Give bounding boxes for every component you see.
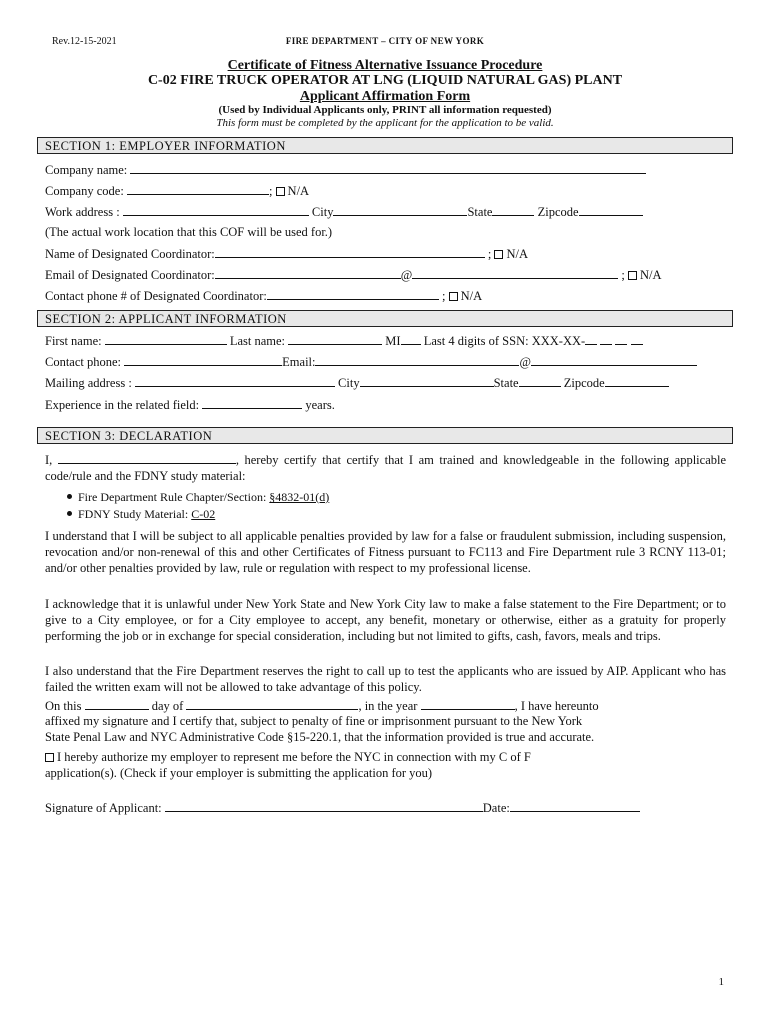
- year-field[interactable]: [421, 698, 515, 710]
- certify-text: , hereby certify that certify that I am trained and knowledgeable in the following applicable code/rule and the FDNY study material:: [45, 453, 727, 483]
- company-code-field[interactable]: [127, 183, 269, 195]
- coordinator-phone-field[interactable]: [267, 288, 439, 300]
- month-field[interactable]: [186, 698, 358, 710]
- ssn-label: Last 4 digits of SSN: XXX-XX-: [423, 334, 586, 348]
- mailing-city-field[interactable]: [360, 375, 494, 387]
- years-label: years.: [305, 398, 335, 412]
- coordinator-email-user-field[interactable]: [215, 267, 401, 279]
- bullet-icon: [67, 511, 72, 516]
- study-material-link[interactable]: C-02: [191, 507, 216, 521]
- mailing-address-label: Mailing address :: [45, 376, 132, 390]
- contact-phone-label: Contact phone:: [45, 355, 122, 369]
- email-domain-field[interactable]: [531, 354, 697, 366]
- first-name-label: First name:: [45, 334, 102, 348]
- date-label: Date:: [482, 801, 510, 815]
- bullet-rule-section: [67, 490, 329, 505]
- coordinator-name-row: Name of Designated Coordinator: ; N/A: [45, 247, 529, 261]
- authorize-row: [45, 750, 531, 765]
- i-label: I,: [45, 453, 53, 467]
- coordinator-name-na-checkbox[interactable]: [494, 250, 503, 259]
- hereunto-label: , I have hereunto: [514, 699, 599, 713]
- signature-label: Signature of Applicant:: [45, 801, 162, 815]
- experience-row: [45, 397, 335, 413]
- testing-paragraph: I also understand that the Fire Department reserves the right to call up to test the applicants who are issued by AIP. Applicant who has failed the written exam will not be allowed to take advantage of this policy.: [45, 664, 726, 694]
- penalties-paragraph: I understand that I will be subject to all applicable penalties provided by law for a false or fraudulent submission, including suspension, revocation and/or non-renewal of this and other Certificates of Fitness pursuant to FC113 and Fire Department rule 3 RCNY 113-01; and/or other penalties provided by law, rule or regulation with respect to my professional license.: [45, 529, 726, 575]
- work-city-field[interactable]: [333, 204, 467, 216]
- state-label: State: [493, 376, 519, 390]
- company-name-row: [45, 162, 646, 178]
- company-code-na-checkbox[interactable]: [276, 187, 285, 196]
- at-sign: @: [519, 355, 531, 369]
- study-material-label: FDNY Study Material:: [78, 507, 192, 521]
- day-field[interactable]: [85, 698, 149, 710]
- company-name-field[interactable]: [130, 162, 646, 174]
- work-zipcode-field[interactable]: [579, 204, 643, 216]
- unlawful-statement-paragraph: I acknowledge that it is unlawful under New York State and New York City law to make a false statement to the Fire Department; or to give to a City employee, or for a City employee to accept, any benefit, monetary or otherwise, either as a gratuity for properly performing the job or in exchange for special consideration, including but not limited to gifts, cash, favors, meals and trips.: [45, 597, 726, 643]
- coordinator-name-field[interactable]: [215, 246, 485, 258]
- company-code-label: Company code:: [45, 184, 124, 198]
- day-of-label: day of: [151, 699, 184, 713]
- work-address-field[interactable]: [123, 204, 309, 216]
- revision-label: Rev.12-15-2021: [52, 36, 117, 47]
- na-label: N/A: [287, 184, 310, 198]
- rule-section-label: Fire Department Rule Chapter/Section:: [78, 490, 270, 504]
- section-2-title: SECTION 2: APPLICANT INFORMATION: [45, 312, 287, 326]
- section-3-title: SECTION 3: DECLARATION: [45, 429, 213, 443]
- state-label: State: [467, 205, 493, 219]
- applicant-contact-row: [45, 354, 697, 370]
- experience-label: Experience in the related field:: [45, 398, 200, 412]
- ssn-digit-3[interactable]: [615, 333, 627, 345]
- department-header: FIRE DEPARTMENT – CITY OF NEW YORK: [285, 36, 485, 46]
- company-name-label: Company name:: [45, 163, 128, 177]
- in-year-label: , in the year: [358, 699, 418, 713]
- ssn-digit-1[interactable]: [585, 333, 597, 345]
- authorize-employer-checkbox[interactable]: [45, 753, 54, 762]
- rule-section-link[interactable]: §4832-01(d): [269, 490, 330, 504]
- ssn-digit-2[interactable]: [600, 333, 612, 345]
- mailing-state-field[interactable]: [519, 375, 561, 387]
- signature-row: [45, 800, 640, 816]
- ssn-digit-4[interactable]: [631, 333, 643, 345]
- coordinator-phone-label: Contact phone # of Designated Coordinator:: [45, 289, 267, 303]
- city-label: City: [338, 376, 360, 390]
- section-1-title: SECTION 1: EMPLOYER INFORMATION: [45, 139, 286, 153]
- coordinator-email-na-checkbox[interactable]: [628, 271, 637, 280]
- mi-field[interactable]: [401, 333, 421, 345]
- coordinator-phone-na-checkbox[interactable]: [449, 292, 458, 301]
- first-name-field[interactable]: [105, 333, 227, 345]
- na-label: N/A: [506, 247, 529, 261]
- last-name-field[interactable]: [288, 333, 382, 345]
- section-1-header: [37, 137, 733, 154]
- work-location-note: (The actual work location that this COF will be used for.): [45, 225, 333, 239]
- page-number: 1: [718, 976, 724, 988]
- form-title-1: Certificate of Fitness Alternative Issuance Procedure: [227, 58, 543, 73]
- on-this-label: On this: [45, 699, 82, 713]
- at-sign: @: [400, 268, 413, 282]
- date-field[interactable]: [510, 800, 640, 812]
- company-code-row: Company code: ; N/A: [45, 184, 310, 198]
- mailing-address-field[interactable]: [135, 375, 335, 387]
- bullet-icon: [67, 494, 72, 499]
- email-user-field[interactable]: [315, 354, 519, 366]
- form-validity-note: This form must be completed by the applicant for the application to be valid.: [216, 117, 554, 129]
- certify-paragraph: [45, 452, 726, 484]
- coordinator-phone-row: Contact phone # of Designated Coordinator: ; N/A: [45, 289, 483, 303]
- coordinator-email-label: Email of Designated Coordinator:: [45, 268, 215, 282]
- form-instructions: (Used by Individual Applicants only, PRINT all information requested): [218, 104, 552, 116]
- applicant-name-row: [45, 333, 643, 349]
- email-label: Email:: [282, 355, 316, 369]
- section-3-header: [37, 427, 733, 444]
- zipcode-label: Zipcode: [537, 205, 579, 219]
- work-state-field[interactable]: [492, 204, 534, 216]
- zipcode-label: Zipcode: [563, 376, 605, 390]
- work-address-row: [45, 204, 643, 220]
- affixed-line-1: affixed my signature and I certify that, subject to penalty of fine or imprisonment pursuant to the New York: [45, 714, 583, 728]
- form-title-3: Applicant Affirmation Form: [299, 89, 471, 104]
- bullet-study-material: [67, 507, 215, 522]
- section-2-header: [37, 310, 733, 327]
- coordinator-name-label: Name of Designated Coordinator:: [45, 247, 215, 261]
- form-title-2: C-02 FIRE TRUCK OPERATOR AT LNG (LIQUID NATURAL GAS) PLANT: [147, 73, 623, 88]
- authorize-text: I hereby authorize my employer to represent me before the NYC in connection with my C of F: [57, 750, 531, 764]
- signature-field[interactable]: [165, 800, 483, 812]
- na-label: N/A: [640, 268, 662, 282]
- affixed-line-2: State Penal Law and NYC Administrative Code §15-220.1, that the information provided is true and accurate.: [45, 730, 595, 744]
- mi-label: MI: [385, 334, 401, 348]
- na-label: N/A: [460, 289, 483, 303]
- mailing-zipcode-field[interactable]: [605, 375, 669, 387]
- coordinator-email-domain-field[interactable]: [412, 267, 618, 279]
- mailing-address-row: [45, 375, 669, 391]
- work-address-label: Work address :: [45, 205, 120, 219]
- contact-phone-field[interactable]: [124, 354, 282, 366]
- applicant-name-field[interactable]: [58, 452, 236, 464]
- experience-field[interactable]: [202, 397, 302, 409]
- on-this-day-row: [45, 698, 599, 714]
- city-label: City: [311, 205, 334, 219]
- last-name-label: Last name:: [229, 334, 286, 348]
- coordinator-email-row: Email of Designated Coordinator: @ ; N/A: [45, 268, 662, 282]
- authorize-line-2: application(s). (Check if your employer is submitting the application for you): [45, 766, 433, 780]
